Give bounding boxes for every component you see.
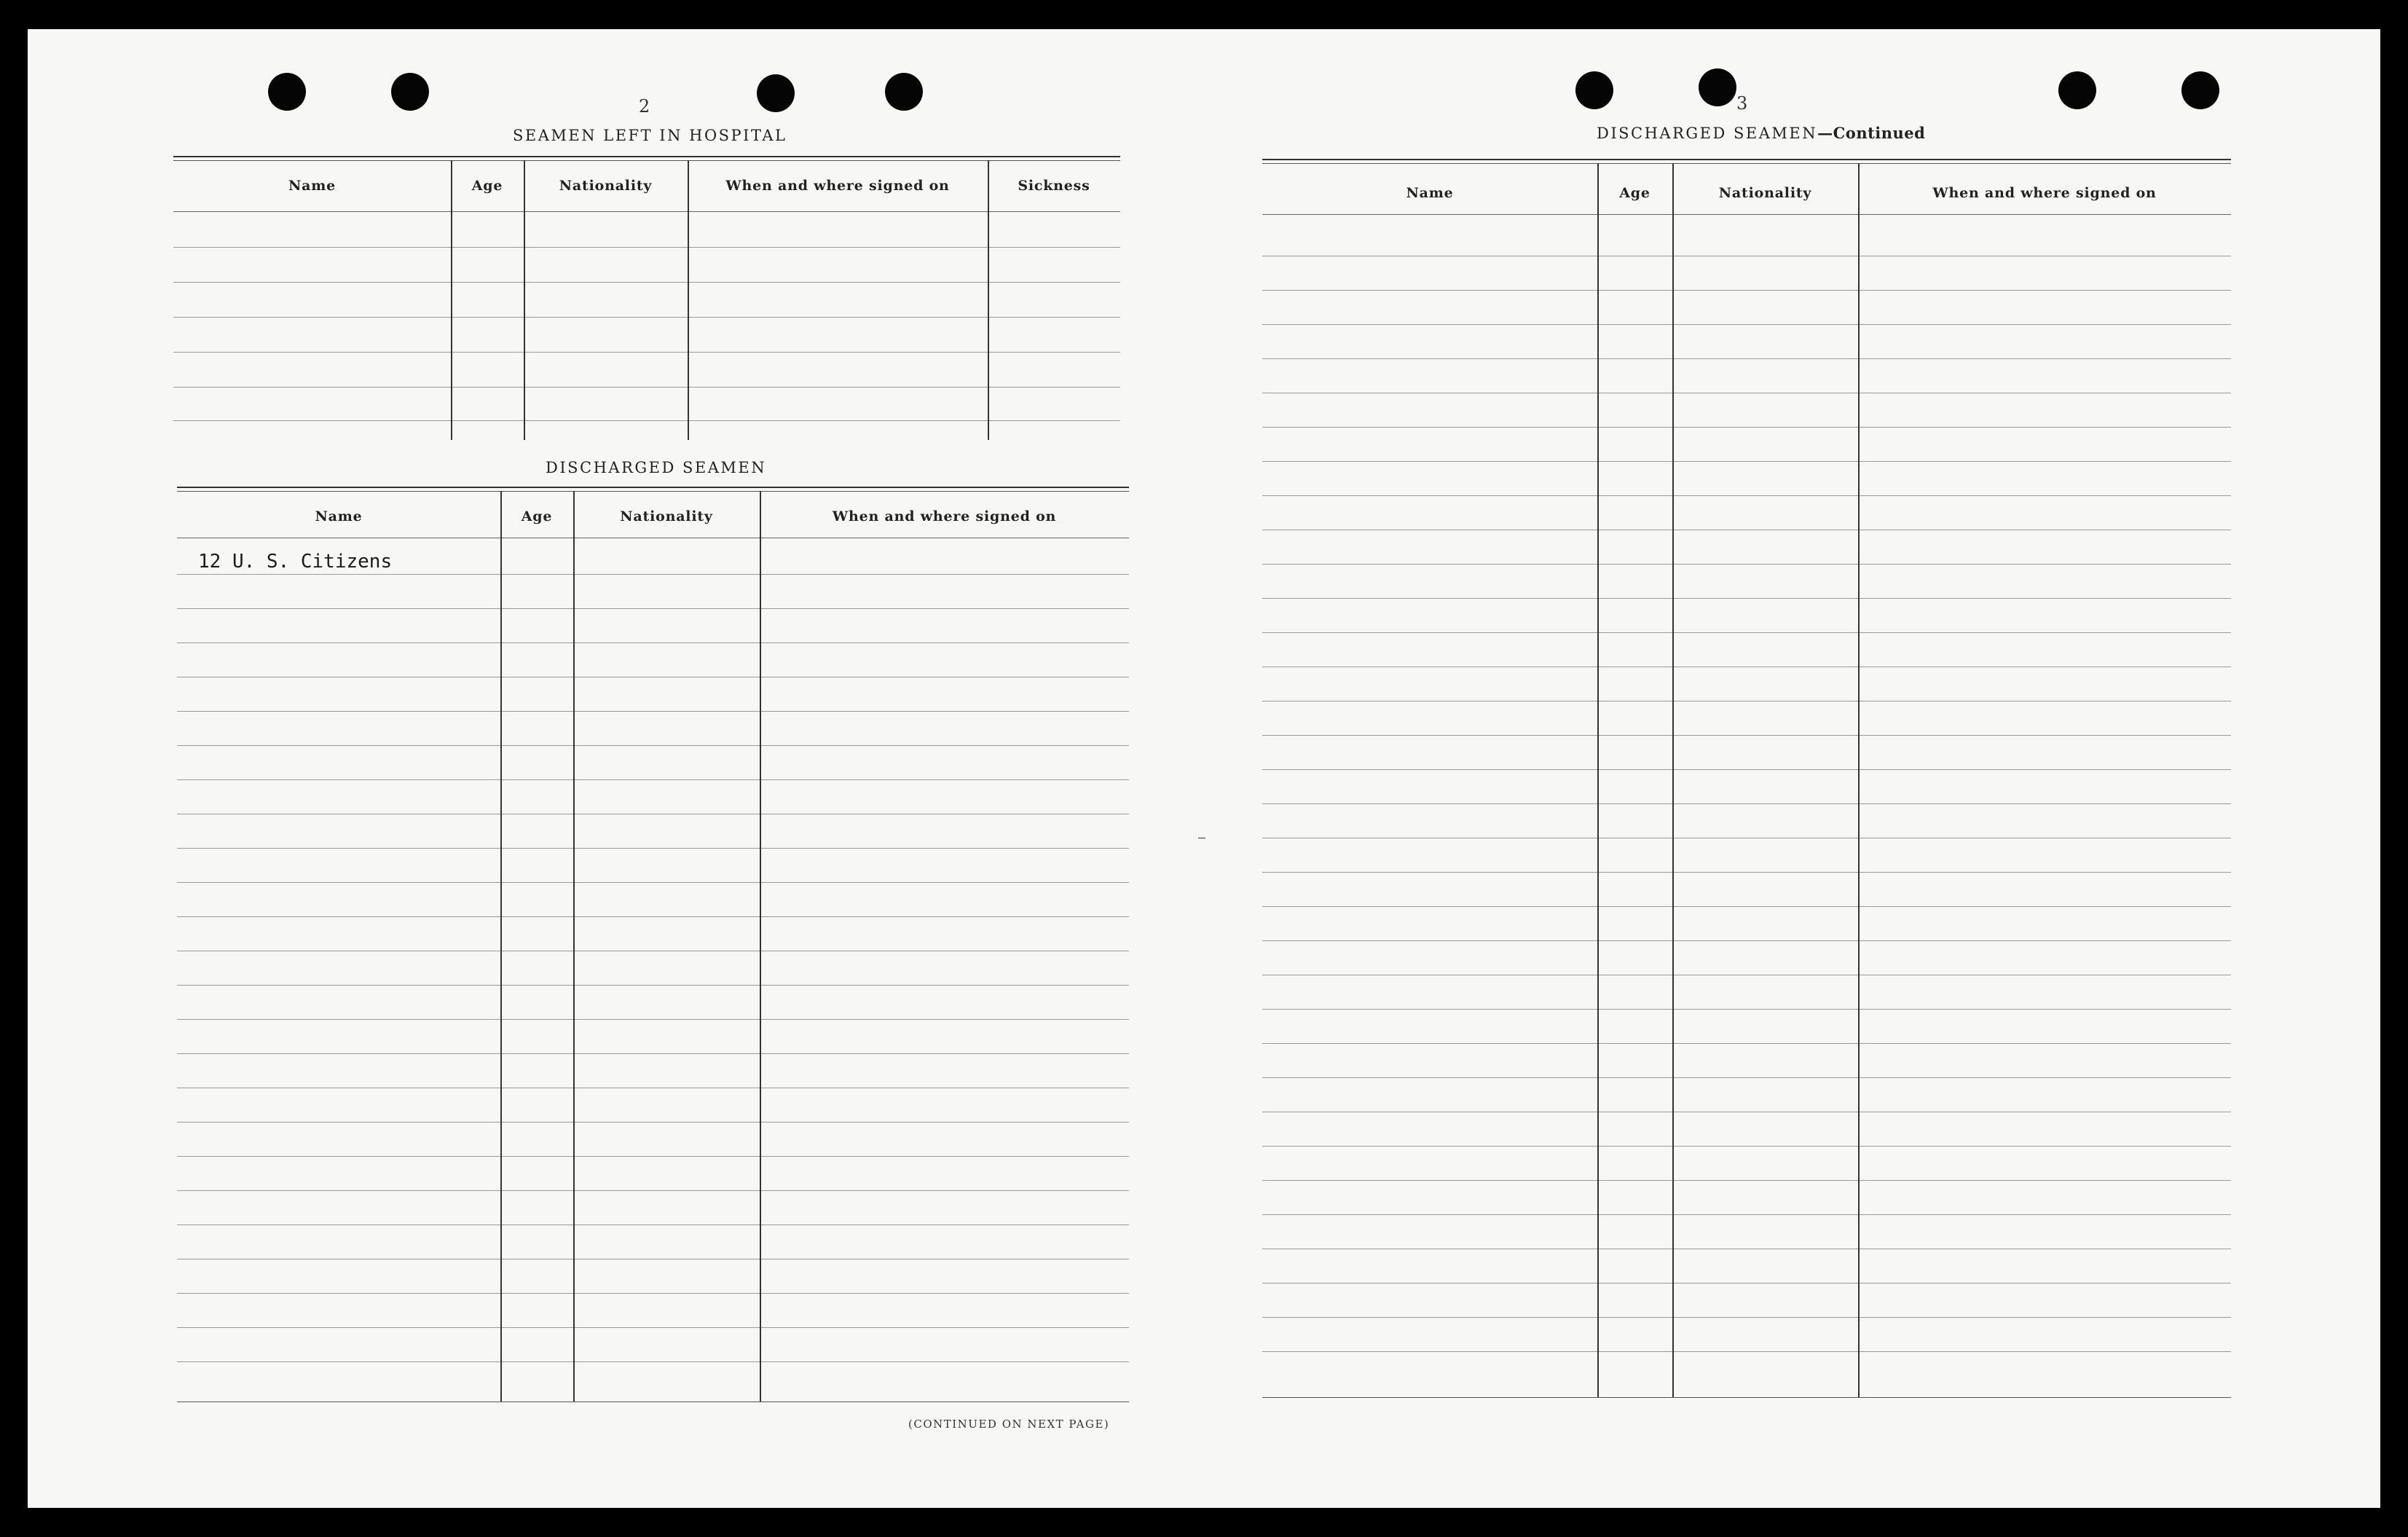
hospital-col-sickness: Sickness — [1018, 178, 1090, 194]
continued-title-suffix: —Continued — [1817, 124, 1926, 142]
discharged-col-age: Age — [521, 508, 553, 524]
punch-hole — [268, 73, 306, 111]
discharged-col-name: Name — [315, 508, 363, 524]
continued-col-signed-on: When and where signed on — [1932, 185, 2157, 201]
discharged-title: DISCHARGED SEAMEN — [546, 459, 767, 476]
discharged-col-signed-on: When and where signed on — [832, 508, 1057, 524]
hospital-col-age: Age — [471, 178, 503, 194]
continued-title-main: DISCHARGED SEAMEN — [1597, 125, 1818, 142]
punch-hole — [2058, 71, 2096, 109]
discharged-continued-title — [1597, 124, 1925, 142]
discharged-table — [177, 487, 1129, 1407]
punch-hole — [391, 73, 429, 111]
hospital-col-nationality: Nationality — [559, 178, 653, 194]
punch-hole — [2181, 71, 2219, 109]
continued-col-nationality: Nationality — [1718, 185, 1812, 201]
hospital-title: SEAMEN LEFT IN HOSPITAL — [513, 127, 787, 144]
hospital-col-signed-on: When and where signed on — [725, 178, 950, 194]
page-number-left: 2 — [639, 96, 650, 117]
continued-footer: (CONTINUED ON NEXT PAGE) — [908, 1418, 1110, 1431]
punch-hole — [1575, 71, 1613, 109]
hospital-table — [173, 156, 1120, 440]
discharged-continued-table — [1262, 159, 2231, 1403]
punch-hole — [885, 73, 923, 111]
discharged-col-nationality: Nationality — [620, 508, 713, 524]
hospital-col-name: Name — [288, 178, 337, 194]
continued-col-name: Name — [1406, 185, 1454, 201]
discharged-entry: 12 U. S. Citizens — [198, 551, 393, 573]
punch-hole — [757, 74, 795, 112]
continued-col-age: Age — [1619, 185, 1650, 201]
page-number-right: 3 — [1736, 93, 1748, 114]
punch-hole — [1699, 68, 1736, 106]
